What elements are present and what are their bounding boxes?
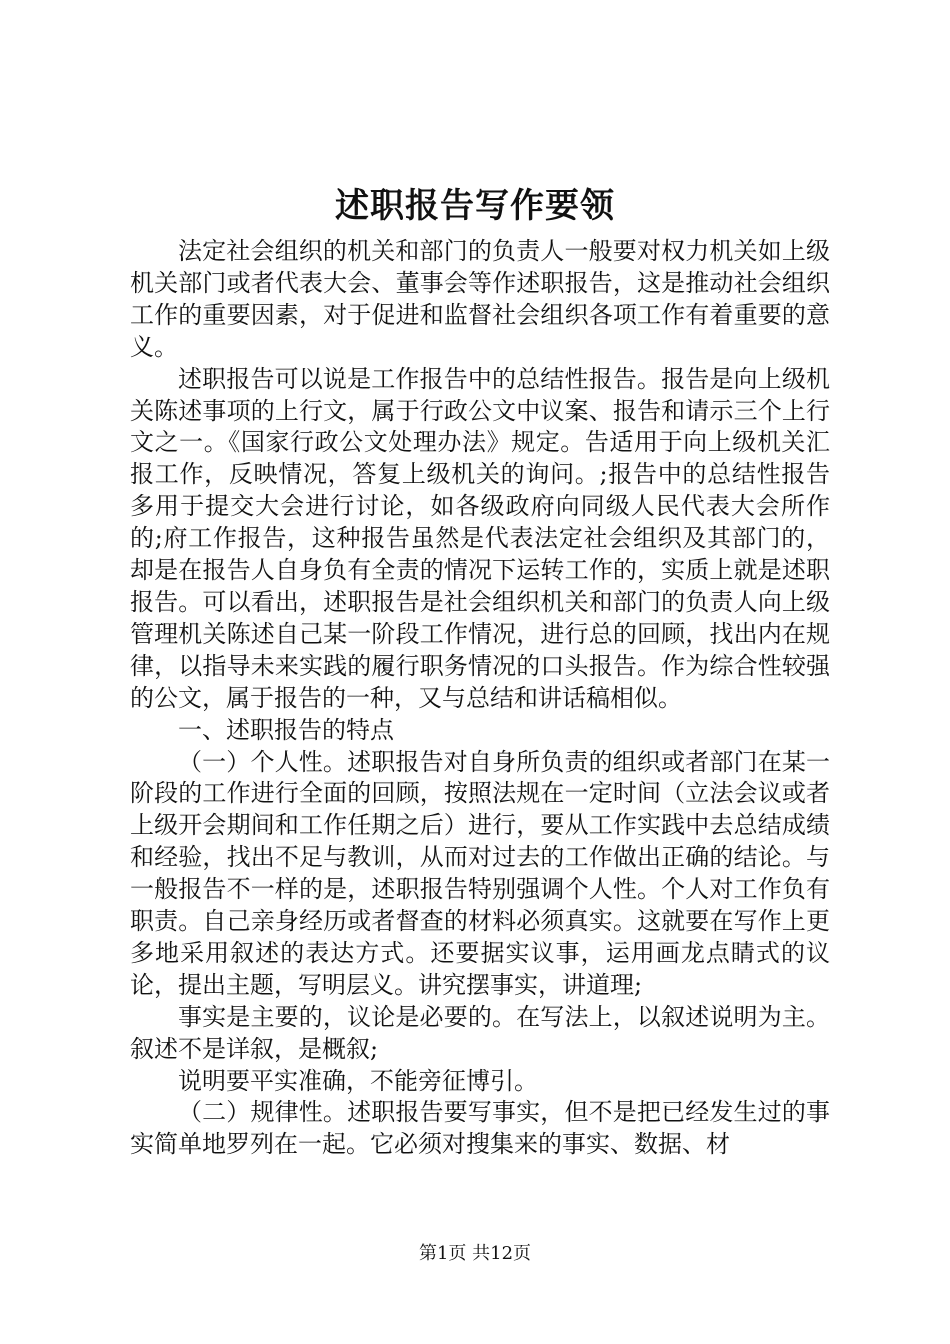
document-title: 述职报告写作要领 bbox=[335, 186, 615, 226]
section-heading-features: 一、述职报告的特点 bbox=[178, 715, 394, 744]
page-footer: 第1页 共12页 bbox=[418, 1243, 532, 1264]
paragraph-personal: （一）个人性。述职报告对自身所负责的组织或者部门在某一阶段的工作进行全面的回顾，按照法规在一定时间（立法会议或者上级开会期间和工作任期之后）进行，要从工作实践中去总结成绩和经验，找出不足与教训，从而对过去的工作做出正确的结论。与一般报告不一样的是，述职报告特别强调个人性。个人对工作负有职责。自己亲身经历或者督查的材料必须真实。这就要在写作上更多地采用叙述的表达方式。还要据实议事，运用画龙点睛式的议论，提出主题，写明层义。讲究摆事实，讲道理; bbox=[130, 747, 830, 999]
document-body bbox=[130, 236, 830, 1161]
paragraph-intro: 法定社会组织的机关和部门的负责人一般要对权力机关如上级机关部门或者代表大会、董事会等作述职报告，这是推动社会组织工作的重要因素，对于促进和监督社会组织各项工作有着重要的意义。 bbox=[130, 237, 830, 361]
paragraph-explanation: 说明要平实准确，不能旁征博引。 bbox=[178, 1066, 538, 1095]
paragraph-facts: 事实是主要的，议论是必要的。在写法上，以叙述说明为主。叙述不是详叙，是概叙; bbox=[130, 1002, 830, 1063]
paragraph-regularity: （二）规律性。述职报告要写事实，但不是把已经发生过的事实简单地罗列在一起。它必须对搜集来的事实、数据、材 bbox=[130, 1098, 830, 1159]
paragraph-definition: 述职报告可以说是工作报告中的总结性报告。报告是向上级机关陈述事项的上行文，属于行政公文中议案、报告和请示三个上行文之一。《国家行政公文处理办法》规定。告适用于向上级机关汇报工作，反映情况，答复上级机关的询问。;报告中的总结性报告多用于提交大会进行讨论，如各级政府向同级人民代表大会所作的;府工作报告，这种报告虽然是代表法定社会组织及其部门的，却是在报告人自身负有全责的情况下运转工作的，实质上就是述职报告。可以看出，述职报告是社会组织机关和部门的负责人向上级管理机关陈述自己某一阶段工作情况，进行总的回顾，找出内在规律，以指导未来实践的履行职务情况的口头报告。作为综合性较强的公文，属于报告的一种，又与总结和讲话稿相似。 bbox=[130, 364, 830, 712]
